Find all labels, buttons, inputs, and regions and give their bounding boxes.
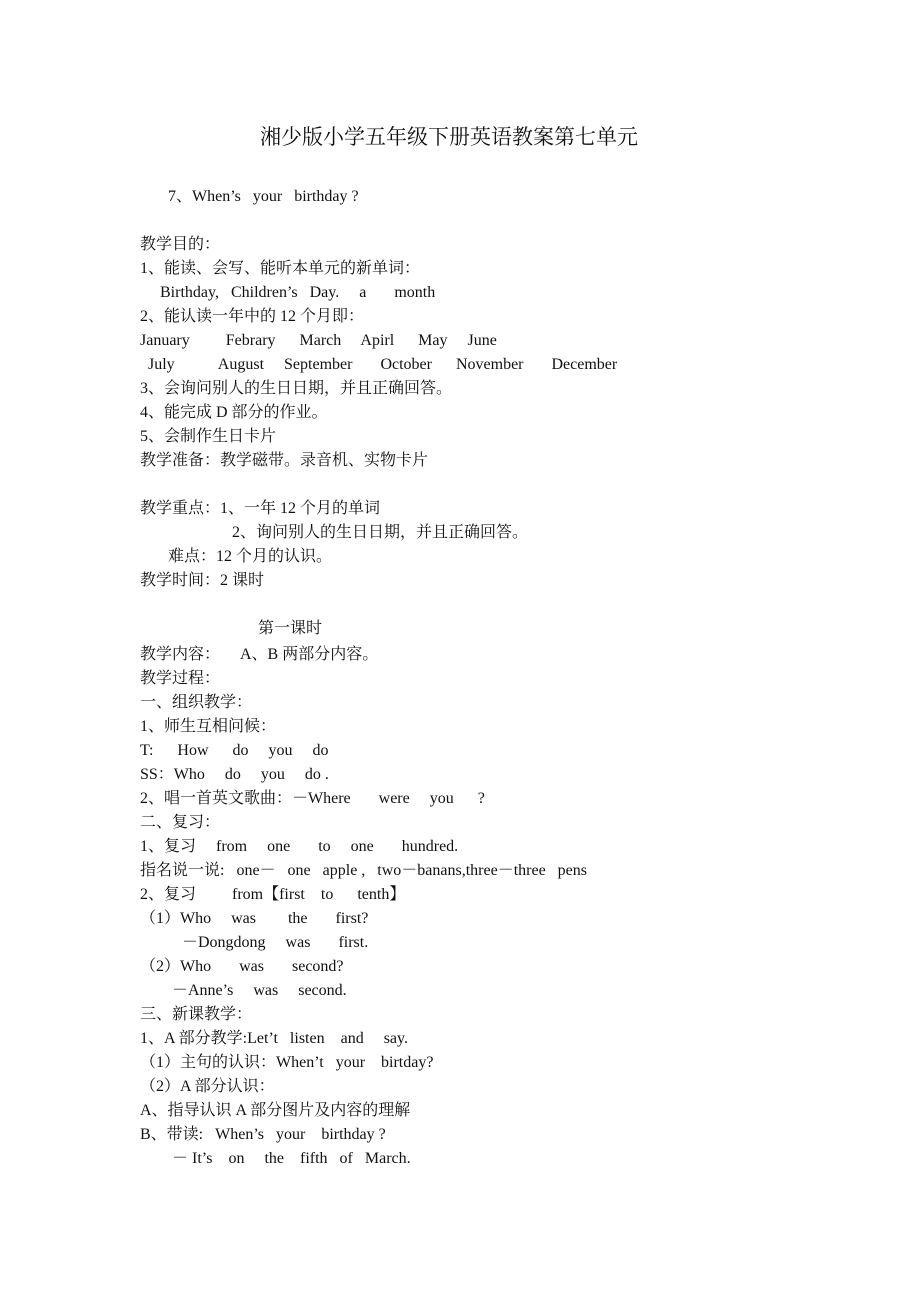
text-line: 1、师生互相问候： <box>140 718 277 735</box>
text-line: A、指导认识 A 部分图片及内容的理解 <box>140 1102 411 1119</box>
text-line: 二、复习： <box>140 814 221 831</box>
text-line: 4、能完成 D 部分的作业。 <box>140 404 328 421</box>
text-line: 2、唱一首英文歌曲：－Where were you ? <box>140 790 485 807</box>
text-line: B、带读: When’s your birthday ? <box>140 1126 386 1143</box>
text-line: July August September October November December <box>148 356 618 373</box>
text-line: SS：Who do you do . <box>140 766 329 783</box>
text-line: 一、组织教学： <box>140 694 253 711</box>
text-line: January Febrary March Apirl May June <box>140 332 497 349</box>
text-line: （2）Who was second? <box>140 958 344 975</box>
text-line: 2、能认读一年中的 12 个月即： <box>140 308 365 325</box>
text-line: 教学重点：1、一年 12 个月的单词 <box>140 500 381 517</box>
text-line: 3、会询问别人的生日日期，并且正确回答。 <box>140 380 453 397</box>
text-line: 教学时间：2 课时 <box>140 572 265 589</box>
text-line: 1、A 部分教学:Let’t listen and say. <box>140 1030 408 1047</box>
text-line: 指名说一说: one－ one apple , two－banans,three－three pens <box>140 862 588 879</box>
text-line: 难点：12 个月的认识。 <box>168 548 333 565</box>
text-line: （2）A 部分认识： <box>140 1078 275 1095</box>
unit-heading: 7、When’s your birthday ? <box>168 188 359 205</box>
text-line: 教学过程： <box>140 670 221 687</box>
text-line: （1）Who was the first? <box>140 910 369 927</box>
text-line: T: How do you do <box>140 742 329 759</box>
text-line: －Dongdong was first. <box>182 934 369 951</box>
text-line: 1、能读、会写、能听本单元的新单词： <box>140 260 421 277</box>
text-line: 2、复习 from【first to tenth】 <box>140 886 406 903</box>
text-line: 5、会制作生日卡片 <box>140 428 277 445</box>
text-line: 三、新课教学： <box>140 1006 253 1023</box>
section-heading: 第一课时 <box>258 620 323 637</box>
text-line: Birthday, Children’s Day. a month <box>160 284 436 301</box>
text-line: 1、复习 from one to one hundred. <box>140 838 459 855</box>
text-line: 教学内容： A、B 两部分内容。 <box>140 646 379 663</box>
text-line: （1）主句的认识：When’t your birtday? <box>140 1054 434 1071</box>
document-title: 湘少版小学五年级下册英语教案第七单元 <box>260 125 638 149</box>
text-line: 2、询问别人的生日日期，并且正确回答。 <box>232 524 529 541</box>
text-line: 教学目的： <box>140 236 221 253</box>
text-line: － It’s on the fifth of March. <box>172 1150 411 1167</box>
text-line: 教学准备：教学磁带。录音机、实物卡片 <box>140 452 429 469</box>
text-line: －Anne’s was second. <box>172 982 347 999</box>
